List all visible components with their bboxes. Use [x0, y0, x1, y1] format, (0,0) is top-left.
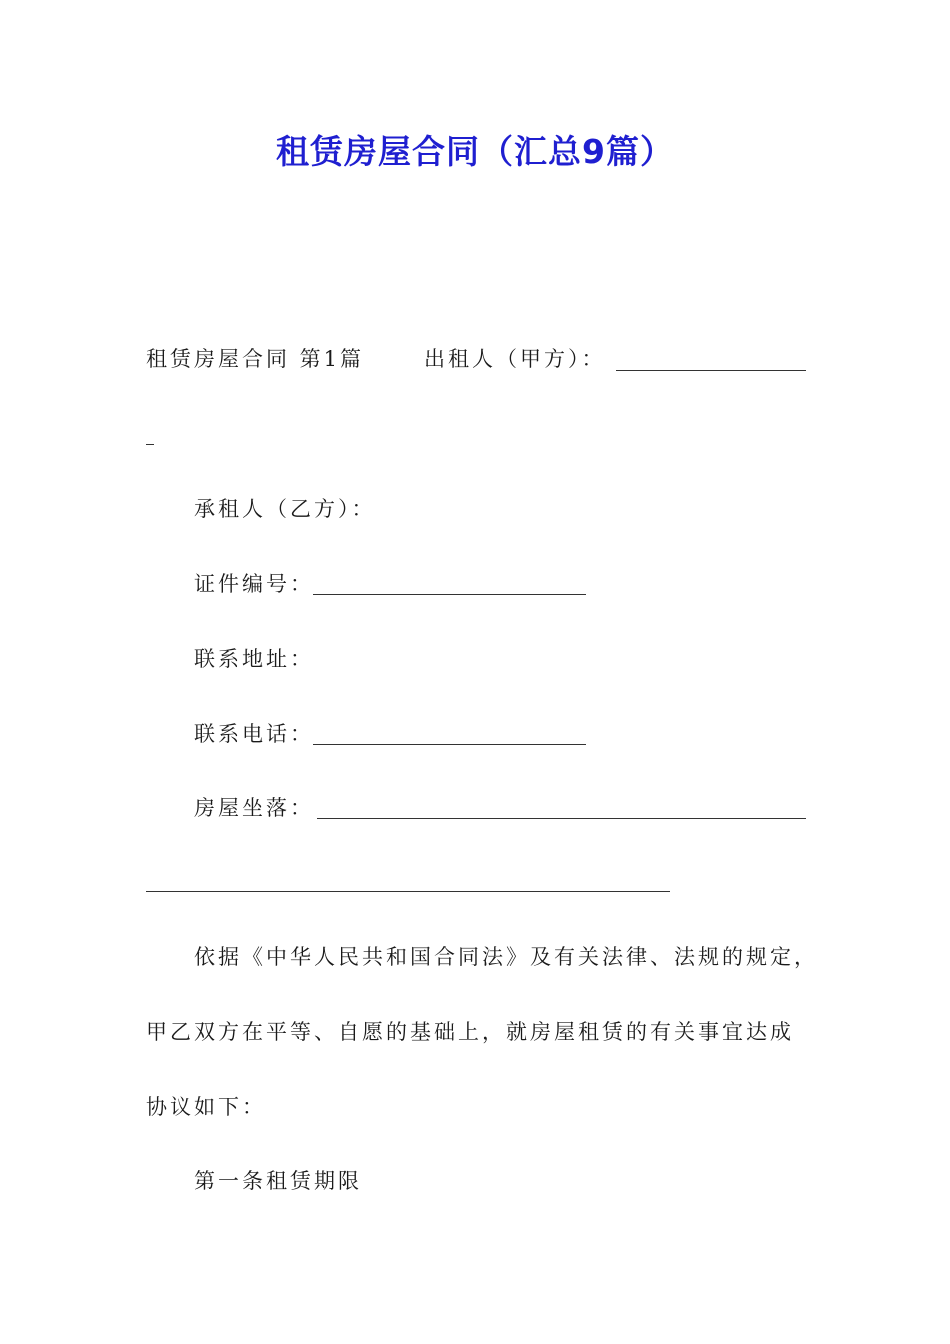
id-number-label: 证件编号： [194, 572, 314, 596]
paragraph-line-1: 依据《中华人民共和国合同法》及有关法律、法规的规定， [194, 945, 818, 969]
id-number-blank-line [313, 594, 586, 595]
lessor-blank-line [616, 370, 806, 371]
location-blank-continuation [146, 891, 670, 892]
address-label: 联系地址： [194, 647, 314, 671]
section-heading: 第一条租赁期限 [194, 1169, 362, 1193]
lessor-label: 出租人（甲方）： [424, 347, 606, 371]
lessor-blank-continuation [146, 444, 154, 445]
location-blank-line [317, 818, 806, 819]
lessee-label: 承租人（乙方）： [194, 497, 376, 521]
paragraph-line-3: 协议如下： [146, 1095, 266, 1119]
document-title: 租赁房屋合同（汇总9篇） [276, 132, 674, 171]
location-label: 房屋坐落： [194, 796, 314, 820]
part-label: 租赁房屋合同 第1篇 [146, 347, 365, 371]
phone-label: 联系电话： [194, 722, 314, 746]
phone-blank-line [313, 744, 586, 745]
paragraph-line-2: 甲乙双方在平等、自愿的基础上，就房屋租赁的有关事宜达成 [146, 1020, 794, 1044]
